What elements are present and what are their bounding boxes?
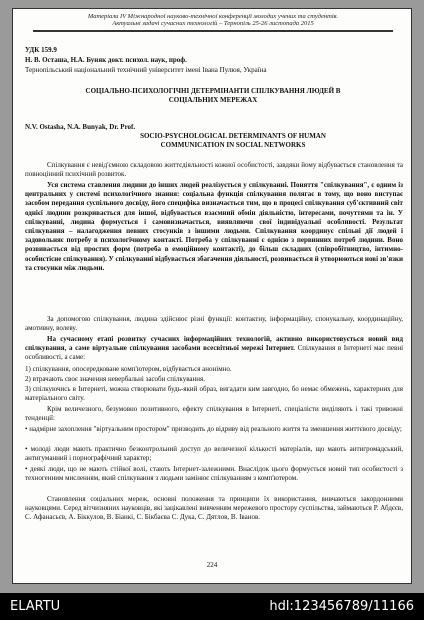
list-item: 2) втрачають своє значення невербальні засоби спілкування. <box>25 375 205 383</box>
paragraph-4-rest: Спілкування в Інтернеті має певні особливості, а саме: <box>25 344 404 362</box>
bullet-item: • деякі люди, що не мають стійкої волі, стають Інтернет-залежними. Внаслідок цього формується новий тип особистості з техногенним мисленням, який спілкування з людьми замінює спілкуванням з комп'ютером. <box>25 465 403 483</box>
paragraph-3: За допомогою спілкування, людина здійснює різні функції: контактну, інформаційну, спонукальну, координаційну, амотивну, волеву. <box>25 315 403 333</box>
paragraph-5: Крім величезного, безумовно позитивного, ефекту спілкування в Інтернеті, спеціалісти виділяють і такі тривожні тенденції: <box>25 405 403 423</box>
bullet-item: • надмірне захоплення "віртуальним простором" призводить до відриву від реального життя та зменшення життєвого досвіду; <box>25 425 402 433</box>
title-ua: СОЦІАЛЬНО-ПСИХОЛОГІЧНІ ДЕТЕРМІНАНТИ СПІЛКУВАННЯ ЛЮДЕЙ В СОЦІАЛЬНИХ МЕРЕЖАХ <box>85 87 341 105</box>
udk-code: УДК 159.9 <box>25 46 57 54</box>
repository-name: ELARTU <box>10 599 61 614</box>
conference-header-line-2: Актуальні задачі сучасних технологій – Тернопіль 25-26 листопада 2015 <box>112 20 314 27</box>
document-page <box>12 8 412 584</box>
list-item: 1) спілкування, опосередковане комп'ютером, відбувається анонімно. <box>25 365 232 373</box>
title-en: SOCIO-PSYCHOLOGICAL DETERMINANTS OF HUMAN COMMUNICATION IN SOCIAL NETWORKS <box>140 132 326 150</box>
authors-en: N.V. Ostasha, N.A. Bunyak, Dr. Prof. <box>25 123 136 131</box>
page-number: 224 <box>206 561 218 569</box>
viewer-footer-bar <box>0 593 424 620</box>
list-item: 3) спілкуючись в Інтернеті, можна створювати будь-який образ, вигадати ким завгодно, бо немає обмежень, характерних для матеріального світу. <box>25 385 403 403</box>
affiliation: Тернопільський національний технічний університет імені Івана Пулюя, Україна <box>25 66 267 74</box>
bullet-item: • молоді люди мають практично безконтрольний доступ до величезної кількості матеріалів, що мають антигромадський, антигуманний і порнографічний характер; <box>25 445 403 463</box>
paragraph-4-bold: На сучасному етапі розвитку сучасних інформаційних технологій, активно використовується новий вид спілкування, а саме віртуальне спілкування засобами всесвітньої мережі Інтернет. <box>25 335 403 353</box>
conference-header-line-1: Матеріали IV Міжнародної науково-технічної конференції молодих учених та студентів. <box>87 13 339 20</box>
paragraph-2: Уся система ставлення людини до інших людей реалізується у спілкуванні. Поняття "спілкування", є одним із центральних у системі психологічного знання: соціальна функція спілкування полягає в тому, що воно виступає засобом передання суспільного досвіду, його специфіка визначається тим, що в процесі спілкування суб'єктивний світ однієї людини розкривається для іншої, відбувається взаємний обмін діяльністю, інтересами, почуттями та ін. У спілкуванні, людина формується і самовизначається, виявляючи свої індивідуальні особливості. Результат спілкування – налагодження певних стосунків з іншими людьми. Спілкування координує спільні дії людей і задовольняє потребу в психологічному контакті. Потреба у спілкуванні є однією з первинних потреб людини. Воно розвивається від простих форм (потреба в емоційному контакті), до більш складних (співробітництво, інтимно-особистісне спілкування). У спілкуванні відбувається збагачення діяльності, розвивається й утворюються нові зв'язки та стосунки між людьми. <box>25 181 403 272</box>
paragraph-1: Спілкування є невід'ємною складовою життєдіяльності кожної особистості, завдяки йому відбувається становлення та повноцінний психічний розвиток. <box>25 161 403 179</box>
paragraph-6: Становлення соціальних мереж, основні положення та принципи їх використання, вивчаються закордонними науковцями. Серед вітчизняних науковців, які зацікавлені вивченням мережевого простору суспільства, займаються Р. Абдєєв, С. Афанасьєв, А. Біккулов, В. Біанкі, С. Бікбаєва С. Дука, С. Дятлов, В. Іванов. <box>25 495 403 522</box>
paragraph-4 <box>25 335 403 363</box>
handle-identifier[interactable]: hdl:123456789/11166 <box>269 599 414 614</box>
header-divider <box>33 30 393 32</box>
authors-ua: Н. В. Осташа, Н.А. Буняк докт. психол. наук, проф. <box>25 56 187 64</box>
